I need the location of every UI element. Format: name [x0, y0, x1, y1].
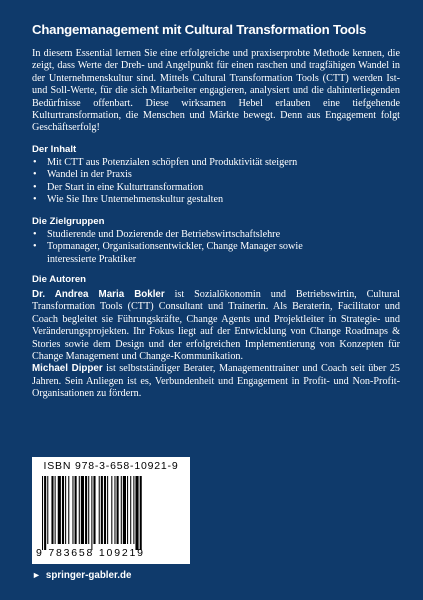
barcode-bar [133, 476, 134, 544]
inhalt-section [32, 144, 400, 207]
zielgruppen-list [32, 229, 400, 266]
barcode-bar [62, 476, 64, 544]
bullet-icon: • [33, 194, 37, 206]
barcode-bar [88, 476, 89, 544]
barcode-bar [130, 476, 131, 544]
author1-name: Dr. Andrea Maria Bokler [32, 289, 165, 300]
barcode-bar [140, 476, 142, 550]
intro-section [32, 48, 400, 135]
barcode-bar [81, 476, 84, 544]
bullet-icon: • [33, 157, 37, 168]
barcode-bar [72, 476, 73, 544]
author2-bio: Michael Dipper ist selbstständiger Berater, Managementtrainer und Coach seit über 25 Jahren. Sein Anliegen ist es, Verbundenheit und Engagement in Profit- und Non-Profit-Organisationen zu fördern. [32, 363, 401, 400]
barcode-bar [135, 476, 138, 550]
publisher-url: springer-gabler.de [45, 570, 132, 581]
barcode-bar [44, 476, 46, 550]
list-item: • Studierende und Dozierende der Betriebswirtschaftslehre [33, 229, 281, 240]
barcode-bar [75, 476, 77, 544]
inhalt-list [32, 157, 400, 207]
isbn-label: ISBN 978-3-658-10921-9 [43, 460, 179, 472]
list-item: • Topmanager, Organisationsentwickler, Change Manager sowie interessierte Praktiker [33, 241, 303, 265]
barcode-bar [114, 476, 115, 544]
barcode-area [32, 457, 190, 564]
barcode-bar [111, 476, 112, 544]
list-item: • Wie Sie Ihre Unternehmenskultur gestalten [33, 194, 224, 206]
barcode-bar [117, 476, 119, 544]
barcode-bar [55, 476, 56, 544]
barcode-bar [79, 476, 80, 544]
bullet-icon: • [33, 241, 37, 253]
barcode-icon [42, 476, 180, 550]
barcode-bar [47, 476, 48, 544]
barcode-bar [107, 476, 108, 544]
barcode-bar [91, 476, 92, 550]
barcode-bar [99, 476, 100, 544]
barcode-bar [58, 476, 61, 544]
barcode-bar [51, 476, 53, 544]
list-item: • Wandel in der Praxis [33, 169, 132, 181]
list-item: • Der Start in eine Kulturtransformation [33, 181, 204, 193]
autoren-heading: Die Autoren [32, 274, 87, 285]
zielgruppen-heading: Die Zielgruppen [32, 216, 105, 227]
bullet-icon: • [33, 229, 37, 240]
barcode-bar [42, 476, 43, 550]
arrow-icon: ► [32, 570, 41, 580]
publisher-link[interactable] [32, 570, 131, 581]
bullet-icon: • [33, 181, 37, 193]
barcode-bar [104, 476, 106, 544]
barcode-bar [93, 476, 95, 544]
intro-text: In diesem Essential lernen Sie eine erfolgreiche und praxiserprobte Methode kennen, die zeigt, dass Werte der Dreh- und Angelpunkt für einen raschen und tragfähigen Wandel in der Unternehmenskultur sind. Mittels Cultural Transformation Tools (CTT) werden Ist- und Soll-Werte, für die sich Mitarbeiter engagieren, analysiert und die dahinterliegenden Bedürfnisse offenbart. Diese wirksamen Hebel erlauben eine tiefgehende Kulturtransformation, die Menschen und Märkte bewegt. Denn aus Engagement folgt Geschäftserfolg! [32, 48, 400, 134]
barcode-bar [68, 476, 69, 544]
barcode-bar [123, 476, 126, 544]
barcode-digits: 9 783658 109219 [36, 547, 145, 559]
barcode-bar [127, 476, 128, 544]
list-item: • Mit CTT aus Potenzialen schöpfen und Produktivität steigern [33, 157, 298, 168]
barcode-bar [85, 476, 87, 544]
barcode-bar [101, 476, 103, 544]
barcode-bar [65, 476, 66, 544]
book-title: Changemanagement mit Cultural Transformation Tools [32, 22, 367, 37]
bullet-icon: • [33, 169, 37, 181]
author1-bio: Dr. Andrea Maria Bokler ist Sozialökonomin und Betriebswirtin, Cultural Transformation Tools (CTT) Consultant und Trainerin. Als Beraterin, Facilitator und Coach begleitet sie Führungskräfte, Change Agents und Projektleiter in Strategie- und Veränderungsprojekten. Ihr Fokus liegt auf der Entwicklung von Change Roadmaps & Stories sowie dem Design und der erfolgreichen Implementierung von Konzepten für Change Management und Change-Kommunikation. [32, 289, 400, 363]
barcode-bar [121, 476, 122, 544]
author2-name: Michael Dipper [32, 363, 103, 375]
zielgruppen-section [32, 216, 400, 266]
inhalt-heading: Der Inhalt [32, 144, 77, 155]
autoren-section [32, 274, 400, 401]
